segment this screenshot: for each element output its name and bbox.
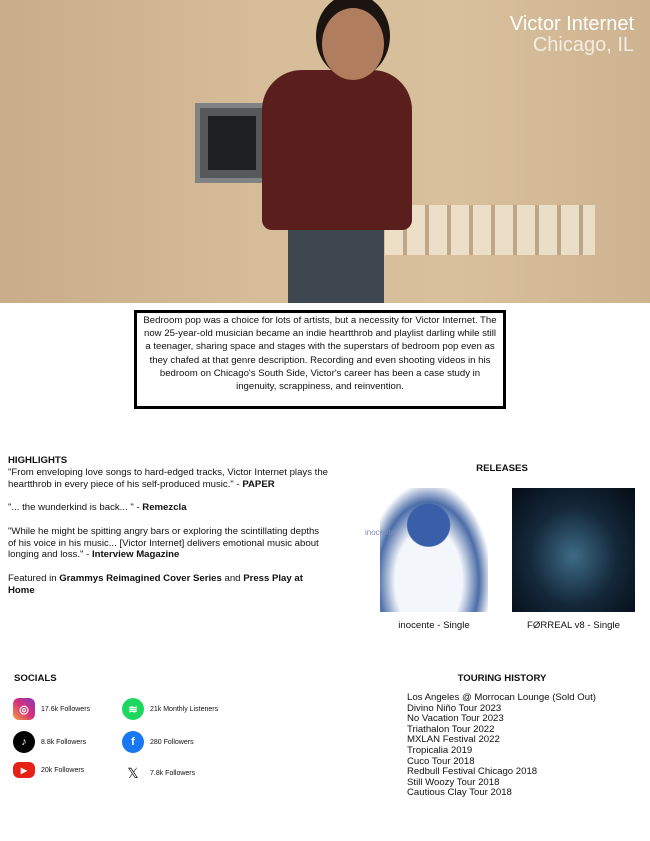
social-youtube[interactable] <box>13 762 84 778</box>
artist-head <box>322 8 384 80</box>
instagram-icon: ◎ <box>13 698 35 720</box>
tour-item: Still Woozy Tour 2018 <box>407 776 500 788</box>
artist-name: Victor Internet <box>509 13 634 35</box>
quote-source: Remezcla <box>142 502 187 514</box>
social-count: 8.8k Followers <box>41 738 87 746</box>
artist-jacket <box>262 70 412 230</box>
highlight-quote <box>8 467 328 491</box>
hero-title <box>510 14 634 56</box>
social-count: 17.6k Followers <box>41 705 91 713</box>
quote-text: "While he might be spitting angry bars or exploring the scintillating depths of his voice in his music... [Victor Internet] delivers emotional music about longing and loss." - <box>8 525 320 561</box>
quote-source: PAPER <box>242 478 275 490</box>
tour-item: MXLAN Festival 2022 <box>407 734 500 746</box>
release-title[interactable]: FØRREAL v8 - Single <box>527 620 620 631</box>
social-tiktok[interactable] <box>13 731 86 753</box>
tour-item: Cuco Tour 2018 <box>407 755 475 767</box>
social-instagram[interactable] <box>13 698 90 720</box>
facebook-icon: f <box>122 731 144 753</box>
tour-item: Divino Niño Tour 2023 <box>407 702 502 714</box>
highlight-quote <box>8 502 328 514</box>
spotify-icon: ≋ <box>122 698 144 720</box>
featured-note <box>8 573 328 597</box>
tour-item: Los Angeles @ Morrocan Lounge (Sold Out) <box>407 692 596 703</box>
featured-text: and <box>221 572 244 584</box>
tour-item: Redbull Festival Chicago 2018 <box>407 766 538 778</box>
highlight-quote <box>8 526 328 561</box>
hero-photo <box>0 0 650 303</box>
social-x[interactable] <box>122 762 195 784</box>
x-icon: 𝕏 <box>127 764 139 781</box>
social-count: 280 Followers <box>150 738 194 746</box>
artist-location: Chicago, IL <box>532 34 634 56</box>
wall-bricks <box>385 205 595 255</box>
featured-series: Grammys Reimagined Cover Series <box>59 572 222 584</box>
release-cover-forreal[interactable] <box>512 488 635 612</box>
bio-box: Bedroom pop was a choice for lots of artists, but a necessity for Victor Internet. The now 25-year-old musician became an indie heartthrob and playlist darling while still a teenager, sharing space and stages with the superstars of bedroom pop even as they chafed at that genre description. Recording and even shooting videos in his bedroom on Chicago's South Side, Victor's career has been a case study in ingenuity, scrappiness, and reinvention. <box>134 310 506 409</box>
tour-item: Tropicalia 2019 <box>407 744 473 756</box>
social-count: 7.8k Followers <box>150 769 196 777</box>
socials-heading: SOCIALS <box>14 673 57 684</box>
touring-list <box>407 693 596 799</box>
quote-text: "From enveloping love songs to hard-edged tracks, Victor Internet plays the heartthrob in every piece of his self-produced music." - <box>8 466 328 490</box>
youtube-icon: ▶ <box>13 762 35 778</box>
social-count: 20k Followers <box>41 766 85 774</box>
featured-series: Press Play at Home <box>8 572 303 596</box>
tour-item: Cautious Clay Tour 2018 <box>407 787 512 799</box>
cover-text: inocente <box>365 528 396 537</box>
tour-item: No Vacation Tour 2023 <box>407 713 504 725</box>
highlights-heading: HIGHLIGHTS <box>8 455 68 466</box>
quote-text: "... the wunderkind is back... " - <box>8 502 143 514</box>
highlights-section <box>8 455 328 608</box>
release-title[interactable]: inocente - Single <box>398 620 470 631</box>
quote-source: Interview Magazine <box>91 549 180 561</box>
wall-window <box>195 103 269 183</box>
featured-text: Featured in <box>8 572 60 584</box>
social-spotify[interactable] <box>122 698 218 720</box>
social-count: 21k Monthly Listeners <box>150 705 219 713</box>
touring-heading: TOURING HISTORY <box>457 673 547 684</box>
artist-legs <box>288 222 384 303</box>
release-cover-inocente[interactable] <box>365 488 488 612</box>
releases-heading: RELEASES <box>476 463 528 474</box>
social-facebook[interactable] <box>122 731 194 753</box>
tour-item: Triathalon Tour 2022 <box>407 723 495 735</box>
tiktok-icon: ♪ <box>13 731 35 753</box>
